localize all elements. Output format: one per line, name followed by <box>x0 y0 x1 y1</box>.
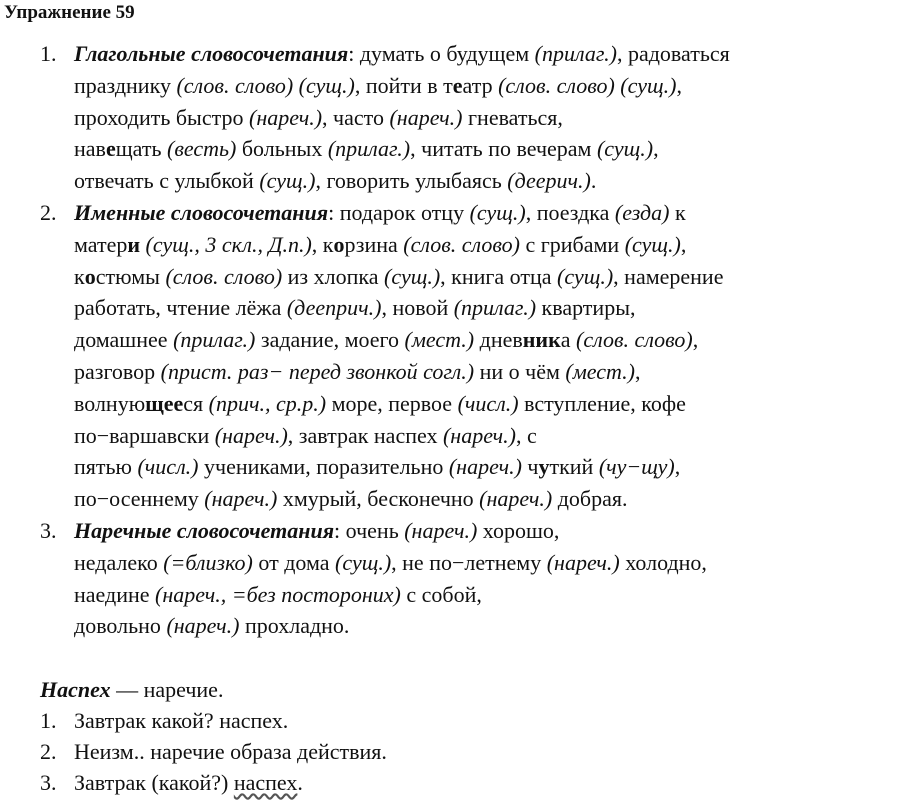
text-run: , <box>674 454 681 480</box>
text-run: , книга отца <box>440 263 558 289</box>
grammar-note: (сущ.) <box>557 263 614 289</box>
text-run: рзина <box>344 231 404 257</box>
text-run: ни о чём <box>474 358 566 384</box>
grammar-note: (прист. раз− перед звонкой согл.) <box>160 358 475 384</box>
grammar-note: (нареч.) <box>546 549 620 575</box>
text-run: гневаться, <box>462 104 563 130</box>
grammar-note: (езда) <box>614 199 670 225</box>
text-run: празднику <box>74 72 177 98</box>
grammar-note: (слов. слово) <box>576 327 693 353</box>
grammar-note: (сущ.) <box>384 263 441 289</box>
list-item-text <box>74 767 924 798</box>
text-line <box>74 515 924 547</box>
highlighted-letter: е <box>452 72 463 98</box>
text-run: , пойти в т <box>354 72 453 98</box>
list-number: 2. <box>40 199 57 225</box>
note-line <box>40 674 223 705</box>
grammar-note: (нареч.) <box>249 104 323 130</box>
text-run: квартиры, <box>536 295 636 321</box>
list-item <box>40 515 924 642</box>
grammar-note: (нареч.) <box>389 104 463 130</box>
text-run: с грибами <box>519 231 625 257</box>
text-run: волную <box>74 390 146 416</box>
text-run: . <box>297 770 303 795</box>
text-run: , читать по вечерам <box>410 136 597 162</box>
text-run: холодно, <box>619 549 707 575</box>
text-run: , <box>653 136 659 162</box>
grammar-note: (прилаг.) <box>173 327 256 353</box>
text-line <box>74 705 924 736</box>
text-run: , к <box>311 231 334 257</box>
text-run: нав <box>74 136 106 162</box>
text-line <box>74 388 924 420</box>
text-run: вступление, кофе <box>518 390 686 416</box>
text-run: : очень <box>334 517 405 543</box>
answer-item <box>40 705 924 736</box>
grammar-note: (сущ.) <box>469 199 526 225</box>
list-number: 1. <box>40 41 57 66</box>
text-line <box>74 767 924 798</box>
grammar-note: (сущ.) <box>624 231 681 257</box>
list-number: 1. <box>40 708 57 733</box>
text-line <box>74 229 924 261</box>
text-run: прохладно. <box>239 613 350 639</box>
text-run: , <box>635 358 641 384</box>
grammar-note: (нареч.) <box>448 454 522 480</box>
text-run: довольно <box>74 613 167 639</box>
list-item <box>40 197 924 515</box>
text-run: учениками, поразительно <box>198 454 449 480</box>
text-line <box>74 197 924 229</box>
highlighted-letter: щее <box>145 390 184 416</box>
text-run: задание, моего <box>255 327 405 353</box>
highlighted-letter: и <box>127 231 141 257</box>
text-line <box>74 451 924 483</box>
text-line <box>74 610 924 642</box>
text-run: по−осеннему <box>74 486 205 512</box>
text-run: матер <box>74 231 128 257</box>
list-number: 2. <box>40 739 57 764</box>
text-run: ся <box>183 390 209 416</box>
text-run: домашнее <box>74 327 174 353</box>
text-run: с собой, <box>400 581 482 607</box>
text-line <box>74 483 924 515</box>
text-run: из хлопка <box>282 263 384 289</box>
text-run: к <box>669 199 686 225</box>
grammar-note: (нареч.) <box>166 613 240 639</box>
text-line <box>74 70 924 102</box>
text-run: , поездка <box>525 199 615 225</box>
grammar-note: (слов. слово) <box>403 231 520 257</box>
text-run: атр <box>462 72 499 98</box>
grammar-note: (сущ.) <box>335 549 392 575</box>
text-run: море, первое <box>326 390 458 416</box>
grammar-note: (нареч.) <box>442 422 517 448</box>
section-heading: Наречные словосочетания <box>74 517 335 543</box>
answer-item <box>40 767 924 798</box>
grammar-note: (числ.) <box>137 454 199 480</box>
text-run: ткий <box>549 454 599 480</box>
text-run: наедине <box>74 581 156 607</box>
grammar-note: (прилаг.) <box>534 41 617 66</box>
grammar-note: (нареч., =без посторониx) <box>155 581 401 607</box>
text-run: : думать о будущем <box>348 41 535 66</box>
text-run: недалеко <box>74 549 164 575</box>
highlighted-letter: ник <box>522 327 561 353</box>
list-item-text <box>74 38 924 197</box>
text-run: , <box>676 72 682 98</box>
text-run: днев <box>474 327 523 353</box>
highlighted-letter: о <box>333 231 345 257</box>
text-line <box>74 102 924 134</box>
grammar-note: (слов. слово) (сущ.) <box>176 72 355 98</box>
text-line <box>74 420 924 452</box>
text-line <box>74 736 924 767</box>
text-run: , намерение <box>613 263 724 289</box>
grammar-note: (сущ.) <box>596 136 654 162</box>
text-run: Неизм.. наречие образа действия. <box>74 739 387 764</box>
text-line <box>74 356 924 388</box>
text-run: , не по−летнему <box>391 549 547 575</box>
text-run: от дома <box>252 549 336 575</box>
text-run: разговор <box>74 358 161 384</box>
text-run: , <box>680 231 687 257</box>
text-run: . <box>590 168 597 194</box>
text-run: , с <box>516 422 537 448</box>
text-run: отвечать с улыбкой <box>74 168 260 194</box>
answer-item <box>40 736 924 767</box>
text-run: ч <box>521 454 539 480</box>
grammar-note: (нареч.) <box>404 517 478 543</box>
text-run: , говорить улыбаясь <box>315 168 508 194</box>
list-item <box>40 38 924 197</box>
list-item-text <box>74 197 924 515</box>
text-run: добрая. <box>552 486 628 512</box>
grammar-note: (мест.) <box>565 358 636 384</box>
grammar-note: (чу−щу) <box>598 454 675 480</box>
text-run: хмурый, бесконечно <box>277 486 480 512</box>
text-run: Завтрак (какой?) <box>74 770 234 795</box>
text-run: Завтрак какой? наспех. <box>74 708 289 733</box>
grammar-note: (прилаг.) <box>453 295 537 321</box>
grammar-note: (слов. слово) (сущ.) <box>498 72 677 98</box>
highlighted-letter: е <box>105 136 116 162</box>
text-run: щать <box>115 136 167 162</box>
grammar-note: (прилаг.) <box>327 136 411 162</box>
text-run: а <box>560 327 577 353</box>
text-line <box>74 292 924 324</box>
grammar-note: (деерич.) <box>507 168 591 194</box>
text-line <box>74 324 924 356</box>
grammar-note: (нареч.) <box>479 486 553 512</box>
section-heading: Глагольные словосочетания <box>74 41 349 66</box>
grammar-note: (сущ.) <box>259 168 316 194</box>
underlined-word: наспех <box>233 770 298 795</box>
text-run: пятью <box>74 454 138 480</box>
text-run: стюмы <box>95 263 166 289</box>
note-term: Наспех <box>40 677 111 702</box>
grammar-note: (весть) <box>167 136 237 162</box>
list-item-text <box>74 736 924 767</box>
section-heading: Именные словосочетания <box>74 199 329 225</box>
text-run: , новой <box>381 295 454 321</box>
text-run: к <box>74 263 85 289</box>
text-line <box>74 579 924 611</box>
answer-list <box>40 705 924 798</box>
text-line <box>74 38 924 70</box>
list-number: 3. <box>40 770 57 795</box>
list-number: 3. <box>40 517 57 543</box>
grammar-note: (нареч.) <box>204 486 278 512</box>
text-run: , радоваться <box>616 41 730 66</box>
grammar-note: (прич., ср.р.) <box>208 390 327 416</box>
note-text: — наречие. <box>110 677 224 702</box>
text-line <box>74 547 924 579</box>
phrase-list <box>40 38 924 642</box>
text-line <box>74 261 924 293</box>
text-line <box>74 133 924 165</box>
text-run: хорошо, <box>477 517 560 543</box>
grammar-note: (дееприч.) <box>286 295 382 321</box>
list-item-text <box>74 705 924 736</box>
text-run: , часто <box>322 104 390 130</box>
grammar-note: (числ.) <box>457 390 519 416</box>
text-line <box>74 165 924 197</box>
grammar-note: (сущ., 3 скл., Д.п.) <box>145 231 312 257</box>
grammar-note: (нареч.) <box>214 422 288 448</box>
text-run: , завтрак наспех <box>287 422 443 448</box>
highlighted-letter: у <box>538 454 550 480</box>
text-run: по−варшавски <box>74 422 215 448</box>
text-run: : подарок отцу <box>328 199 470 225</box>
text-run: проходить быстро <box>74 104 249 130</box>
grammar-note: (=близко) <box>163 549 253 575</box>
list-item-text <box>74 515 924 642</box>
text-run: , <box>692 327 699 353</box>
grammar-note: (слов. слово) <box>165 263 283 289</box>
grammar-note: (мест.) <box>404 327 475 353</box>
highlighted-letter: о <box>84 263 96 289</box>
text-run: работать, чтение лёжа <box>74 295 287 321</box>
exercise-title: Упражнение 59 <box>4 2 135 23</box>
text-run: больных <box>236 136 328 162</box>
